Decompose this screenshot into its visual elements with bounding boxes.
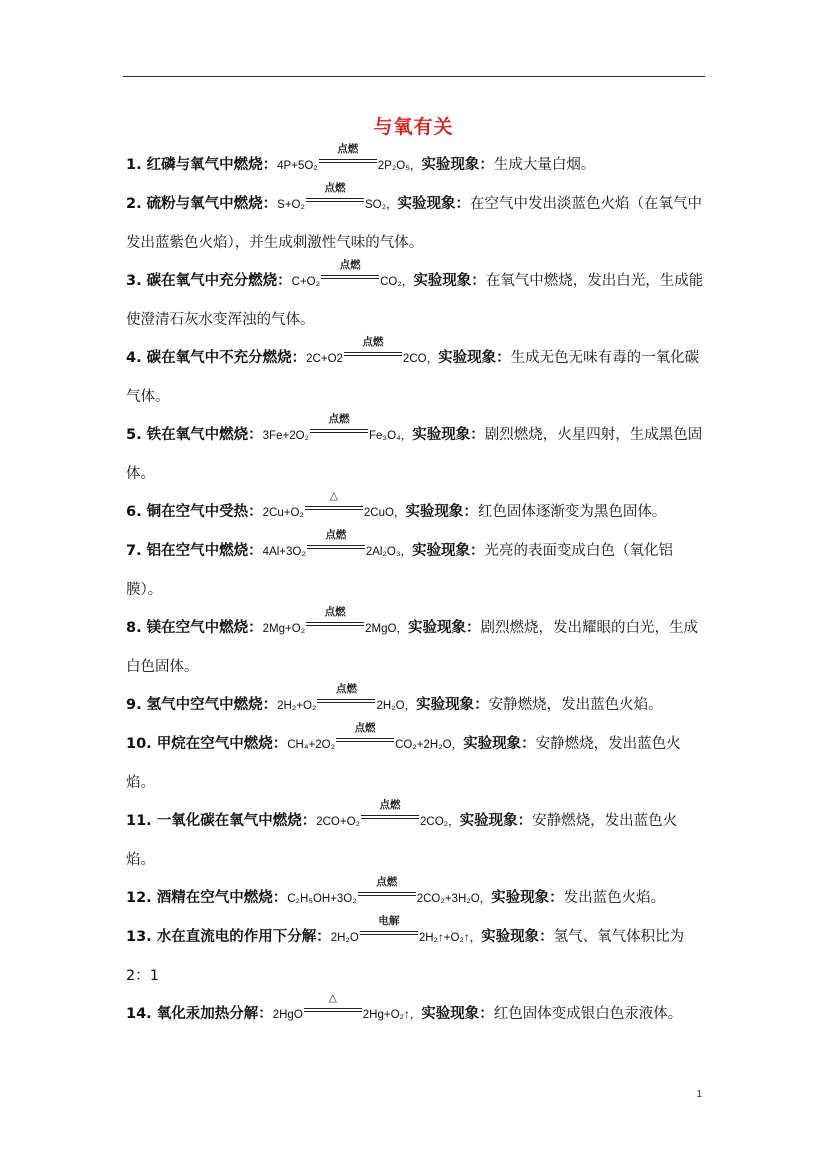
reaction-arrow <box>321 259 379 285</box>
reaction-item <box>126 182 704 262</box>
equation-lhs: S+O₂ <box>277 199 305 211</box>
reaction-arrow <box>344 336 402 362</box>
reaction-item <box>126 876 704 918</box>
reaction-label: 1. 红磷与氧气中燃烧： <box>126 157 278 173</box>
reaction-condition: 电解 <box>378 915 400 927</box>
reaction-arrow <box>361 799 419 825</box>
observation-label: 实验现象： <box>412 543 485 559</box>
observation-label: 实验现象： <box>491 890 564 906</box>
equation-lhs: 4Al+3O₂ <box>262 546 306 558</box>
observation-label: 实验现象： <box>397 196 471 212</box>
reaction-label: 10. 甲烷在空气中燃烧： <box>126 736 288 752</box>
reaction-arrow <box>305 490 363 516</box>
reaction-arrow <box>306 182 364 208</box>
observation-label: 实验现象： <box>463 736 536 752</box>
reaction-label: 8. 镁在空气中燃烧： <box>126 620 263 636</box>
observation-text: 安静燃烧，发出蓝色火焰。 <box>488 697 663 713</box>
reaction-arrow <box>319 143 377 169</box>
observation-label: 实验现象： <box>416 697 489 713</box>
equation-rhs: Fe₃O₄， <box>369 430 413 442</box>
observation-label: 实验现象： <box>421 157 494 173</box>
observation-label: 实验现象： <box>407 620 481 636</box>
reaction-condition: △ <box>328 992 337 1004</box>
observation-text: 剧烈燃烧，发出耀眼的白光，生成白色固体。 <box>126 620 698 675</box>
equation-lhs: 2HgO <box>272 1009 303 1021</box>
observation-label: 实验现象： <box>438 350 511 366</box>
reaction-item <box>126 683 704 725</box>
equation-lhs: 2H₂O <box>330 932 359 944</box>
reaction-item <box>126 606 704 686</box>
reaction-item <box>126 799 704 879</box>
equation-rhs: 2H₂O， <box>376 700 417 712</box>
reaction-condition: 点燃 <box>362 336 384 348</box>
reaction-list <box>126 143 704 1034</box>
page-number: 1 <box>696 1089 702 1100</box>
observation-text: 发出蓝色火焰。 <box>563 890 666 906</box>
equation-rhs: 2P₂O₅， <box>377 160 422 172</box>
equation-lhs: 4P+5O₂ <box>277 160 318 172</box>
observation-text: 安静燃烧，发出蓝色火焰。 <box>126 813 678 868</box>
reaction-label: 9. 氢气中空气中燃烧： <box>126 697 278 713</box>
reaction-item <box>126 413 704 493</box>
reaction-arrow <box>304 992 362 1018</box>
equation-rhs: 2CO， <box>402 353 439 365</box>
reaction-condition: 点燃 <box>325 529 347 541</box>
reaction-item <box>126 336 704 416</box>
equation-lhs: 3Fe+2O₂ <box>262 430 309 442</box>
equation-lhs: C+O₂ <box>291 276 321 288</box>
reaction-label: 4. 碳在氧气中不充分燃烧： <box>126 350 307 366</box>
reaction-condition: 点燃 <box>337 143 359 155</box>
observation-text: 在氧气中燃烧，发出白光，生成能使澄清石灰水变浑浊的气体。 <box>126 273 704 328</box>
reaction-arrow <box>358 876 416 902</box>
reaction-label: 2. 硫粉与氧气中燃烧： <box>126 196 278 212</box>
reaction-condition: 点燃 <box>354 722 376 734</box>
reaction-item <box>126 529 704 609</box>
observation-text: 红色固体变成银白色汞液体。 <box>493 1006 683 1022</box>
observation-text: 安静燃烧，发出蓝色火焰。 <box>126 736 681 791</box>
equation-rhs: 2MgO， <box>365 623 408 635</box>
observation-text: 光亮的表面变成白色（氧化铝膜）。 <box>126 543 674 598</box>
equation-rhs: 2Al₂O₃， <box>365 546 413 558</box>
reaction-item <box>126 259 704 339</box>
reaction-item <box>126 722 704 802</box>
observation-label: 实验现象： <box>413 273 486 289</box>
reaction-condition: 点燃 <box>339 259 361 271</box>
reaction-label: 11. 一氧化碳在氧气中燃烧： <box>126 813 317 829</box>
reaction-arrow <box>336 722 394 748</box>
reaction-arrow <box>360 915 418 941</box>
equation-lhs: 2Cu+O₂ <box>262 507 304 519</box>
equation-rhs: 2H₂↑+O₂↑， <box>418 932 482 944</box>
observation-label: 实验现象： <box>412 427 485 443</box>
equation-lhs: 2CO+O₂ <box>316 816 361 828</box>
observation-label: 实验现象： <box>481 929 554 945</box>
reaction-label: 14. 氧化汞加热分解： <box>126 1006 273 1022</box>
observation-text: 生成无色无味有毒的一氧化碳气体。 <box>126 350 700 405</box>
reaction-arrow <box>307 529 365 555</box>
observation-label: 实验现象： <box>405 504 478 520</box>
reaction-item <box>126 915 704 995</box>
reaction-label: 13. 水在直流电的作用下分解： <box>126 929 331 945</box>
reaction-label: 12. 酒精在空气中燃烧： <box>126 890 288 906</box>
reaction-condition: 点燃 <box>324 182 346 194</box>
observation-text: 氢气、氧气体积比为 2：1 <box>126 929 685 984</box>
equation-rhs: 2CO₂， <box>420 816 460 828</box>
reaction-condition: 点燃 <box>335 683 357 695</box>
reaction-label: 6. 铜在空气中受热： <box>126 504 263 520</box>
reaction-condition: △ <box>329 490 338 502</box>
equation-lhs: 2H₂+O₂ <box>277 700 317 712</box>
equation-rhs: SO₂， <box>364 199 398 211</box>
page-title: 与氧有关 <box>373 116 454 138</box>
observation-label: 实验现象： <box>459 813 533 829</box>
equation-rhs: 2CuO， <box>363 507 406 519</box>
equation-rhs: CO₂+2H₂O， <box>395 739 464 751</box>
reaction-item <box>126 992 704 1034</box>
equation-rhs: 2CO₂+3H₂O， <box>416 893 492 905</box>
observation-text: 在空气中发出淡蓝色火焰（在氧气中发出蓝紫色火焰），并生成刺激性气味的气体。 <box>126 196 703 251</box>
equation-lhs: 2C+O2 <box>306 353 343 365</box>
reaction-condition: 点燃 <box>324 606 346 618</box>
equation-lhs: 2Mg+O₂ <box>262 623 306 635</box>
reaction-condition: 点燃 <box>376 876 398 888</box>
observation-text: 红色固体逐渐变为黑色固体。 <box>477 504 667 520</box>
reaction-item <box>126 143 704 185</box>
observation-text: 剧烈燃烧，火星四射，生成黑色固体。 <box>126 427 703 482</box>
observation-text: 生成大量白烟。 <box>493 157 596 173</box>
reaction-condition: 点燃 <box>328 413 350 425</box>
reaction-arrow <box>306 606 364 632</box>
reaction-label: 5. 铁在氧气中燃烧： <box>126 427 263 443</box>
reaction-arrow <box>310 413 368 439</box>
reaction-label: 3. 碳在氧气中充分燃烧： <box>126 273 292 289</box>
observation-label: 实验现象： <box>421 1006 494 1022</box>
header-rule <box>123 76 705 77</box>
reaction-item <box>126 490 704 532</box>
equation-rhs: CO₂， <box>380 276 414 288</box>
equation-rhs: 2Hg+O₂↑， <box>362 1009 422 1021</box>
reaction-arrow <box>317 683 375 709</box>
equation-lhs: C₂H₅OH+3O₂ <box>287 893 357 905</box>
equation-lhs: CH₄+2O₂ <box>287 739 336 751</box>
reaction-label: 7. 铝在空气中燃烧： <box>126 543 263 559</box>
reaction-condition: 点燃 <box>379 799 401 811</box>
